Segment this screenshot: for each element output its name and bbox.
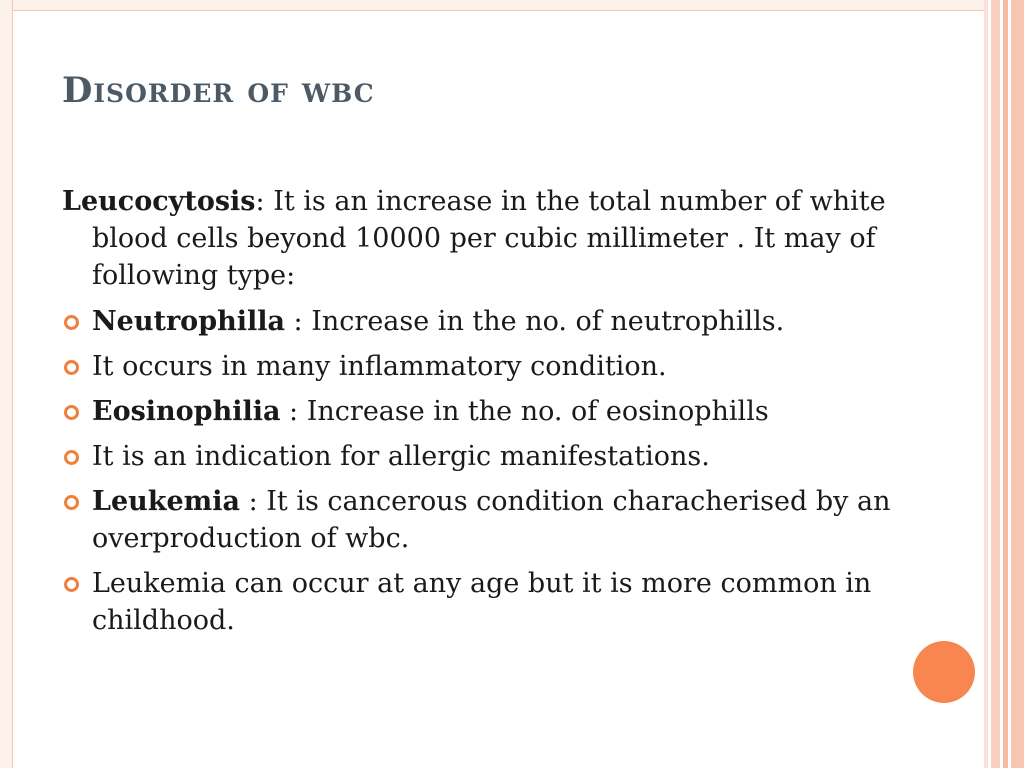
stripe bbox=[991, 0, 1000, 768]
bullet-list bbox=[62, 303, 912, 639]
list-item bbox=[62, 438, 912, 475]
bullet-text: It is an indication for allergic manifestations. bbox=[92, 441, 710, 472]
bullet-text: : Increase in the no. of eosinophills bbox=[280, 396, 769, 427]
bullet-term: Leukemia bbox=[92, 486, 240, 517]
orange-circle-decoration bbox=[913, 641, 975, 703]
left-border bbox=[0, 0, 13, 768]
bullet-text: : Increase in the no. of neutrophills. bbox=[284, 306, 785, 337]
right-stripes-decoration bbox=[984, 0, 1024, 768]
list-item bbox=[62, 393, 912, 430]
stripe bbox=[1011, 0, 1024, 768]
bullet-term: Eosinophilia bbox=[92, 396, 281, 427]
top-border bbox=[0, 0, 985, 11]
bullet-text: Leukemia can occur at any age but it is more common in childhood. bbox=[92, 568, 872, 636]
list-item bbox=[62, 348, 912, 385]
ring-bullet-icon bbox=[64, 450, 79, 465]
ring-bullet-icon bbox=[64, 577, 79, 592]
bullet-term: Neutrophilla bbox=[92, 306, 285, 337]
intro-paragraph bbox=[62, 183, 912, 294]
ring-bullet-icon bbox=[64, 315, 79, 330]
list-item bbox=[62, 565, 912, 639]
slide-body bbox=[62, 183, 912, 647]
list-item bbox=[62, 483, 912, 557]
slide-title: Disorder of wbc bbox=[62, 70, 375, 111]
bullet-text: It occurs in many inflammatory condition. bbox=[92, 351, 667, 382]
stripe bbox=[1003, 0, 1008, 768]
list-item bbox=[62, 303, 912, 340]
ring-bullet-icon bbox=[64, 405, 79, 420]
intro-term: Leucocytosis bbox=[62, 186, 256, 217]
ring-bullet-icon bbox=[64, 360, 79, 375]
ring-bullet-icon bbox=[64, 495, 79, 510]
stripe bbox=[984, 0, 988, 768]
bullet-text: : It is cancerous condition characherised by an overproduction of wbc. bbox=[92, 486, 891, 554]
intro-text: : It is an increase in the total number of white blood cells beyond 10000 per cubic millimeter . It may of following type: bbox=[92, 186, 886, 291]
